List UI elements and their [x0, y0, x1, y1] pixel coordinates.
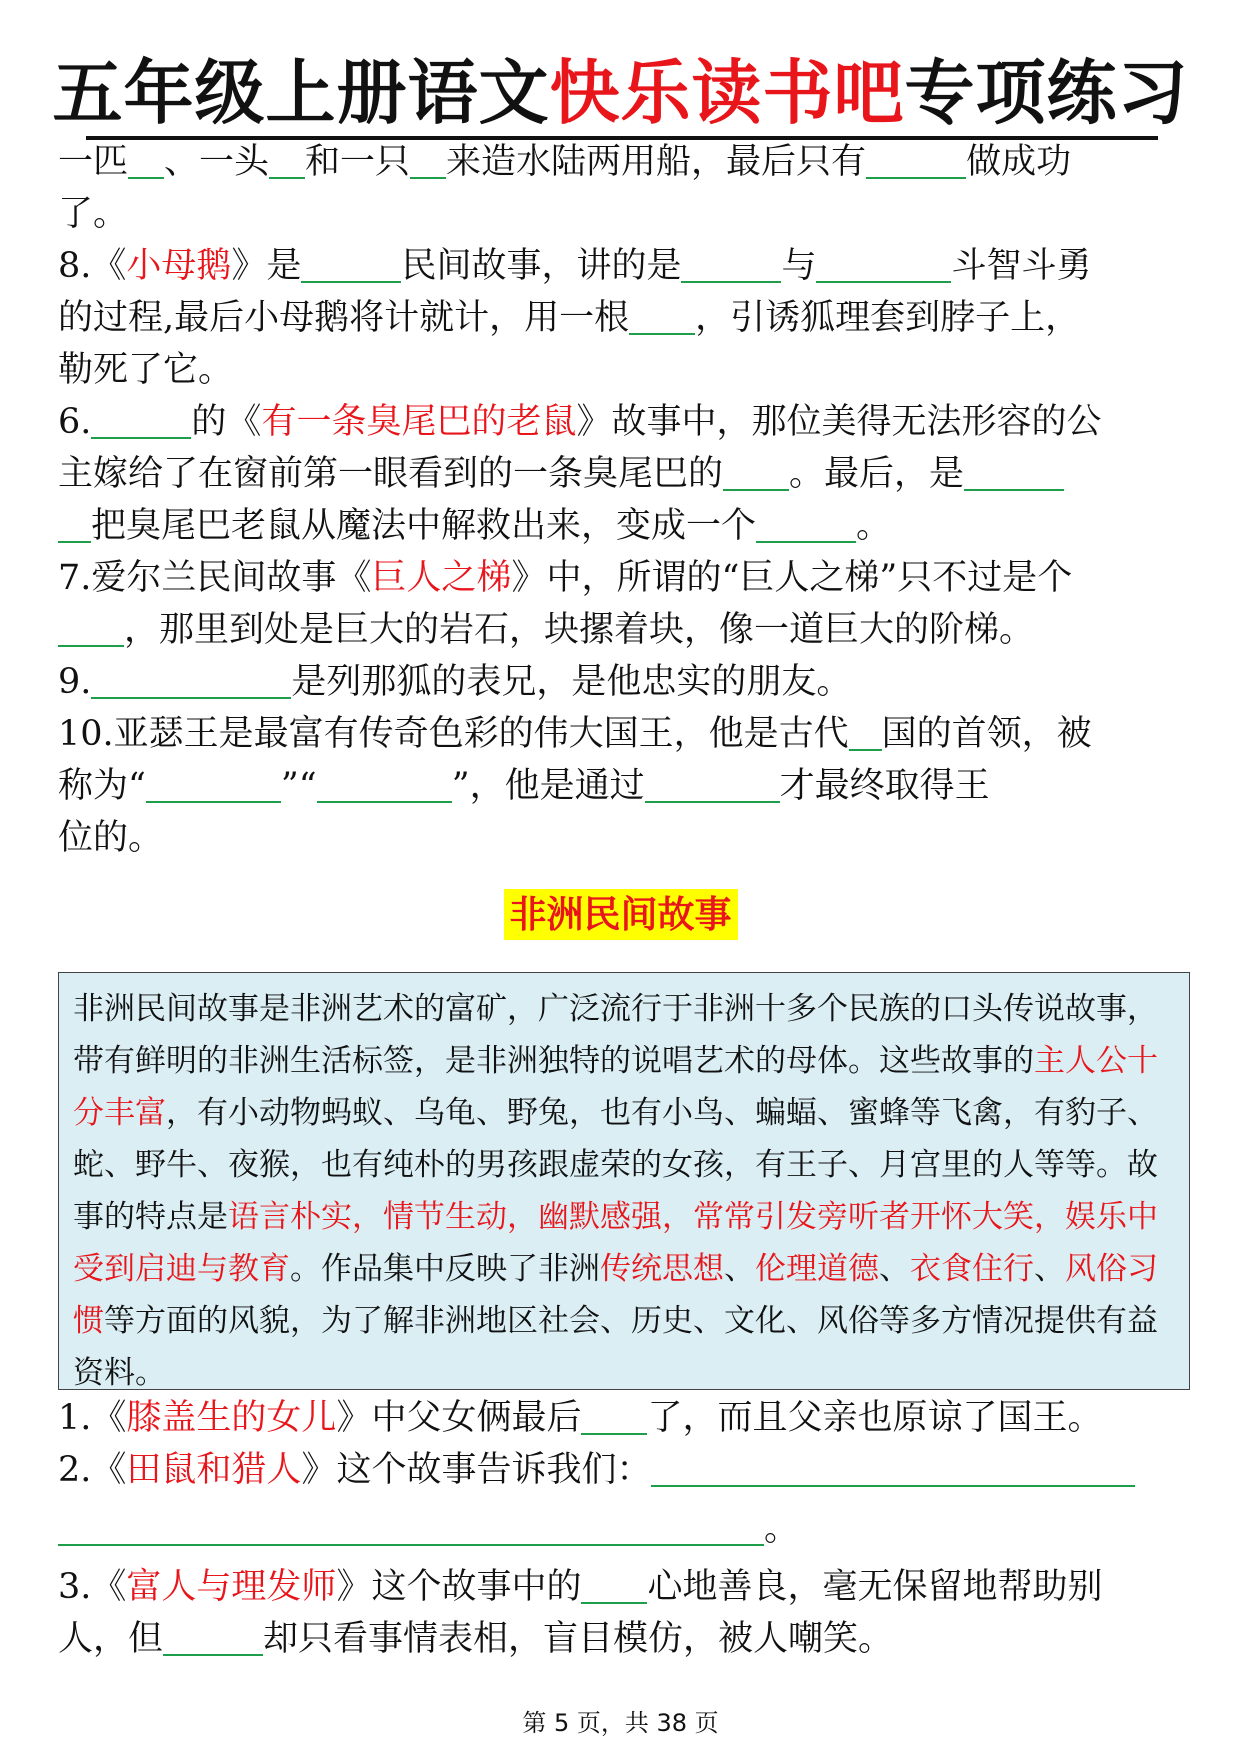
blank[interactable] [756, 507, 856, 543]
question-8: 8.《小母鹅》是 民间故事，讲的是 与 斗智斗勇 的过程,最后小母鹅将计就计，用一根 ，引诱狐理套到脖子上， 勒死了它。 [58, 246, 1092, 390]
title-part-3: 专项练习 [904, 51, 1189, 134]
blank[interactable] [301, 247, 401, 283]
story-title: 田鼠和猎人 [126, 1450, 302, 1490]
blank[interactable] [964, 455, 1064, 491]
title-part-1: 五年级上册语文 [52, 51, 550, 134]
blank[interactable] [91, 403, 191, 439]
exercise-section-2 [58, 1392, 1184, 1665]
story-title: 有一条臭尾巴的老鼠 [261, 402, 577, 442]
blank[interactable] [651, 1451, 1135, 1487]
blank[interactable] [269, 143, 305, 179]
africa-question-3: 3.《富人与理发师》这个故事中的 心地善良，毫无保留地帮助别 人，但 却只看事情表相，盲目模仿，被人嘲笑。 [58, 1567, 1103, 1659]
story-title: 巨人之梯 [371, 558, 512, 598]
exercise-section-1 [58, 136, 1184, 864]
africa-question-2: 2.《田鼠和猎人》这个故事告诉我们： 。 [58, 1444, 1184, 1555]
blank[interactable] [58, 1510, 764, 1546]
intro-box: 非洲民间故事是非洲艺术的富矿，广泛流行于非洲十多个民族的口头传说故事，带有鲜明的非洲生活标签，是非洲独特的说唱艺术的母体。这些故事的主人公十分丰富，有小动物蚂蚁、乌龟、野兔，也有小鸟、蝙蝠、蜜蜂等飞禽，有豹子、蛇、野牛、夜猴，也有纯朴的男孩跟虚荣的女孩，有王子、月宫里的人等等。故事的特点是语言朴实，情节生动，幽默感强，常常引发旁听者开怀大笑，娱乐中受到启迪与教育。作品集中反映了非洲传统思想、伦理道德、衣食住行、风俗习惯等方面的风貌，为了解非洲地区社会、历史、文化、风俗等多方情况提供有益资料。 [58, 972, 1190, 1390]
question-9: 9. 是列那狐的表兄，是他忠实的朋友。 [58, 662, 852, 702]
blank[interactable] [629, 299, 695, 335]
story-title: 小母鹅 [126, 246, 232, 286]
blank[interactable] [317, 767, 452, 803]
blank[interactable] [146, 767, 281, 803]
story-title: 富人与理发师 [126, 1567, 337, 1607]
blank[interactable] [866, 143, 966, 179]
blank[interactable] [91, 663, 291, 699]
blank[interactable] [645, 767, 780, 803]
blank[interactable] [681, 247, 781, 283]
question-continued: 一匹 、一头 和一只 来造水陆两用船，最后只有 做成功 了。 [58, 142, 1072, 234]
blank[interactable] [163, 1620, 263, 1656]
blank[interactable] [849, 715, 882, 751]
blank[interactable] [410, 143, 446, 179]
blank[interactable] [581, 1399, 647, 1435]
page-footer: 第 5 页，共 38 页 [522, 1709, 719, 1737]
blank[interactable] [581, 1568, 647, 1604]
question-6: 6. 的《有一条臭尾巴的老鼠》故事中，那位美得无法形容的公 主嫁给了在窗前第一眼看到的一条臭尾巴的 。最后，是 把臭尾巴老鼠从魔法中解救出来，变成一个 。 [58, 402, 1102, 546]
blank[interactable] [128, 143, 164, 179]
question-10: 10.亚瑟王是最富有传奇色彩的伟大国王，他是古代 国的首领，被 称为“ ”“ ”，他是通过 才最终取得王 位的。 [58, 714, 1092, 858]
section-heading: 非洲民间故事 [0, 884, 1241, 938]
africa-question-1: 1.《膝盖生的女儿》中父女俩最后 了，而且父亲也原谅了国王。 [58, 1398, 1103, 1438]
blank[interactable] [723, 455, 789, 491]
title-highlight: 快乐读书吧 [549, 51, 905, 134]
blank[interactable] [58, 611, 124, 647]
page-title [0, 51, 1241, 134]
story-title: 膝盖生的女儿 [126, 1398, 337, 1438]
question-7: 7.爱尔兰民间故事《巨人之梯》中，所谓的“巨人之梯”只不过是个 ，那里到处是巨大的岩石，块摞着块，像一道巨大的阶梯。 [58, 558, 1073, 650]
blank[interactable] [816, 247, 951, 283]
blank[interactable] [58, 507, 91, 543]
